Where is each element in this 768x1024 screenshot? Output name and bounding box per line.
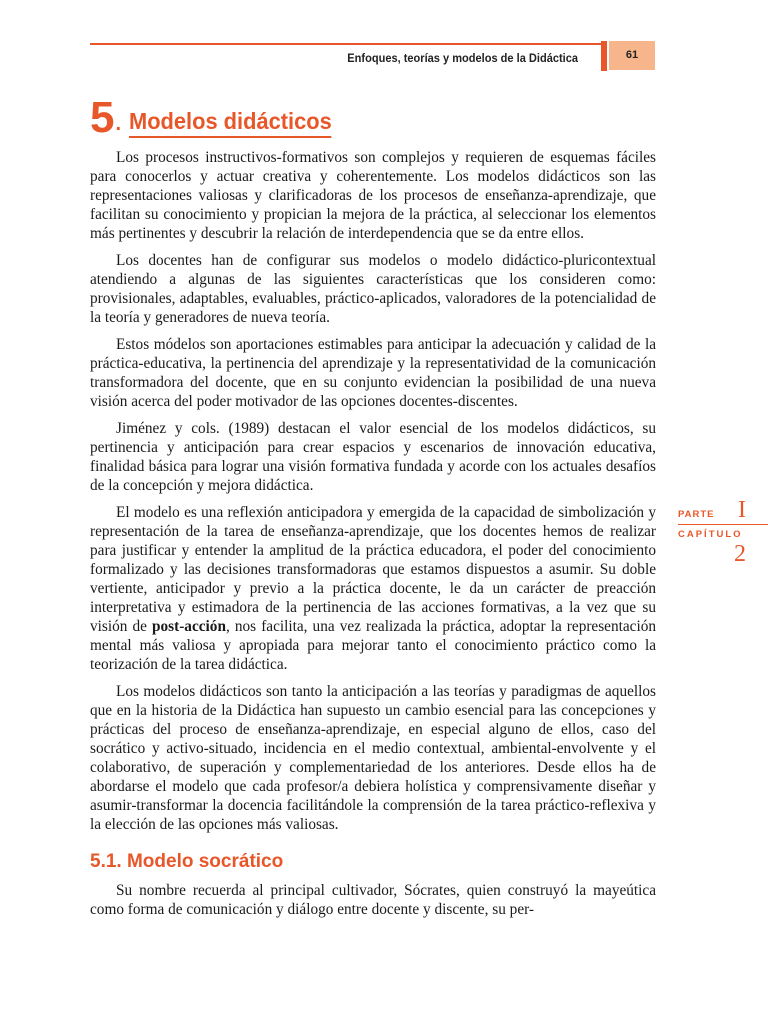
paragraph-7: Su nombre recuerda al principal cultivador, Sócrates, quien construyó la mayeútica como forma de comunicación y diálogo entre docente y discente, su per-: [90, 882, 656, 918]
section-number-dot: .: [115, 113, 122, 135]
paragraph-3: Estos módelos son aportaciones estimables para anticipar la adecuación y calidad de la práctica-educativa, la pertinencia del aprendizaje y la representatividad de la comunicación transformadora del docente, que en su conjunto evidencian la posibilidad de una nueva visión acerca del poder motivador de las opciones docentes-discentes.: [90, 336, 656, 410]
page-number: 61: [609, 41, 655, 70]
capitulo-label: CAPÍTULO: [678, 529, 743, 540]
body-text: [90, 148, 656, 927]
capitulo-number: 2: [734, 541, 746, 567]
header-rule: [90, 43, 604, 45]
paragraph-1: Los procesos instructivos-formativos son complejos y requieren de esquemas fáciles para conocerlos y actuar creativa y coherentemente. Los modelos didácticos son las representaciones valiosas y clarificadoras de los procesos de enseñanza-aprendizaje, que facilitan su conocimiento y propician la mejora de la práctica, al seleccionar los elementos más pertinentes y descubrir la relación de interdependencia que se da entre ellos.: [90, 149, 656, 242]
parte-row: [678, 498, 768, 522]
paragraph-5: [90, 503, 656, 674]
paragraph-5-text-b: , nos facilita, una vez realizada la práctica, adoptar la representación mental más valiosa y apropiada para mejorar tanto el conocimiento práctico como la teorización de la tarea didáctica.: [90, 618, 656, 673]
paragraph-2: Los docentes han de configurar sus modelos o modelo didáctico-pluricontextual atendiendo a algunas de las siguientes características que los consideren como: provisionales, adaptables, evaluables, práctico-aplicados, valoradores de la potencialidad de la teoría y generadores de nueva teoría.: [90, 252, 656, 326]
paragraph-6: Los modelos didácticos son tanto la anticipación a las teorías y paradigmas de aquellos que en la historia de la Didáctica han supuesto un cambio esencial para las concepciones y prácticas del proceso de enseñanza-aprendizaje, en especial alguno de ellos, caso del socrático y activo-situado, incidencia en el medio contextual, ambiental-envolvente y el colaborativo, de superación y complementariedad de los anteriores. Desde ellos ha de abordarse el modelo que cada profesor/a debiera holística y comprensivamente diseñar y asumir-transformar la docencia facilitándole la comprensión de la tarea práctico-reflexiva y la elección de las opciones más valiosas.: [90, 683, 656, 833]
paragraph-4: Jiménez y cols. (1989) destacan el valor esencial de los modelos didácticos, su pertinencia y anticipación para crear espacios y escenarios de innovación educativa, finalidad básica para lograr una visión formativa fundada y acorde con los actuales desafíos de la concepción y mejora didáctica.: [90, 420, 656, 494]
running-header-title: Enfoques, teorías y modelos de la Didáctica: [347, 51, 578, 65]
parte-number: I: [738, 497, 746, 523]
section-number: 5: [90, 93, 115, 142]
section-heading: [90, 93, 342, 142]
side-chapter-tab: [678, 498, 768, 566]
section-title: Modelos didácticos: [129, 108, 332, 138]
paragraph-5-bold-term: post-acción: [152, 618, 226, 635]
parte-divider: [678, 524, 768, 525]
parte-label: PARTE: [678, 509, 715, 520]
header-accent-bar: [601, 41, 607, 71]
subsection-title: 5.1. Modelo socrático: [90, 851, 284, 872]
paragraph-5-text-a: El modelo es una reflexión anticipadora y emergida de la capacidad de simbolización y representación de la tarea de enseñanza-aprendizaje, que los docentes hemos de realizar para justificar y entender la amplitud de la práctica educadora, el poder del conocimiento formalizado y las decisiones transformadoras que estamos dispuestos a asumir. Su doble vertiente, anticipador y previo a la práctica docente, le da un carácter de preacción interpretativa y estimadora de la pertinencia de las acciones formativas, a la vez que su visión de: [90, 504, 656, 635]
